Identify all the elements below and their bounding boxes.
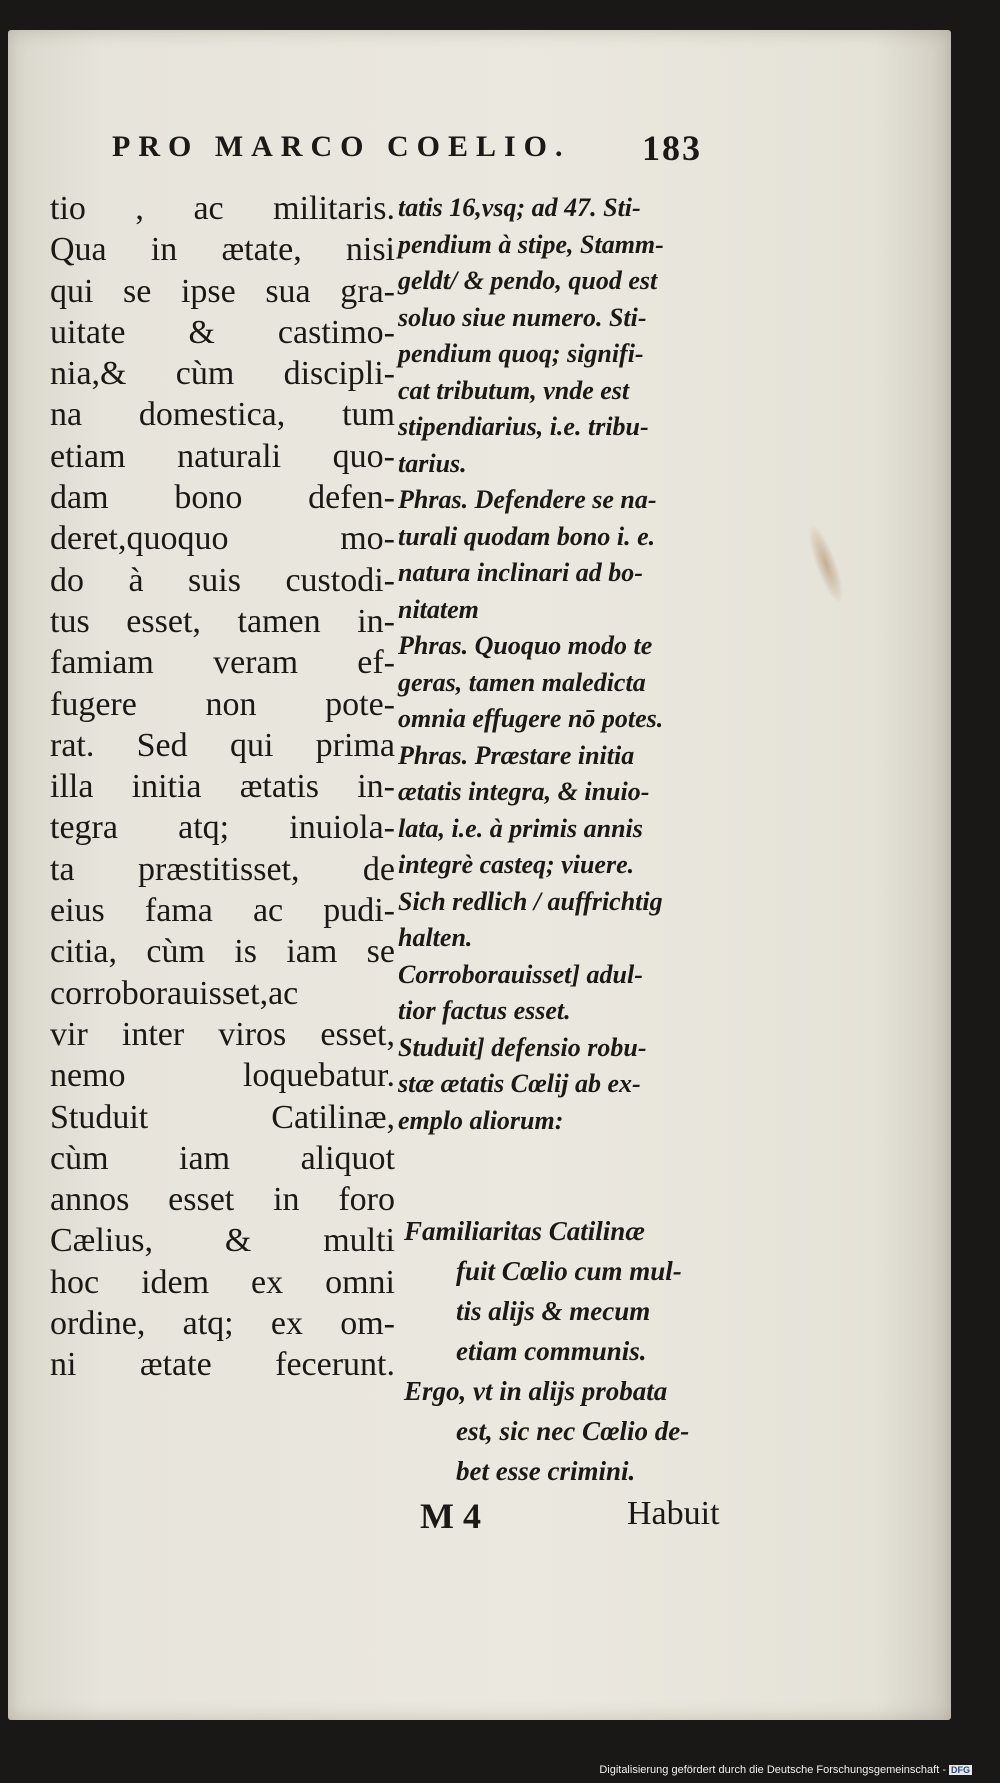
catchword: Habuit — [627, 1495, 720, 1532]
text-line: qui se ipse sua gra- — [50, 272, 395, 310]
text-line: soluo siue numero. Sti- — [398, 302, 647, 332]
text-line: integrè casteq; viuere. — [398, 850, 635, 879]
text-line: uitate & castimo- — [50, 313, 395, 351]
text-line: ætatis integra, & inuio- — [398, 777, 650, 806]
text-line: pendium quoq; signifi- — [398, 339, 644, 368]
text-line: corroborauisset,ac — [50, 974, 299, 1012]
text-line: cat tributum, vnde est — [398, 375, 630, 405]
text-line: etiam naturali quo- — [50, 437, 395, 475]
text-line: rat. Sed qui prima — [50, 726, 395, 764]
text-line: etiam communis. — [456, 1336, 647, 1366]
text-line: bet esse crimini. — [456, 1456, 636, 1486]
text-line: halten. — [398, 923, 473, 952]
text-line: nemo loquebatur. — [50, 1057, 395, 1095]
text-line: Corroborauisset] adul- — [398, 959, 643, 989]
text-line: lata, i.e. à primis annis — [398, 813, 643, 843]
text-line: Phras. Quoquo modo te — [398, 631, 653, 660]
dfg-logo: DFG — [951, 1765, 970, 1775]
text-line: Ergo, vt in alijs probata — [404, 1376, 668, 1406]
text-line: nitatem — [398, 594, 479, 624]
text-line: Studuit] defensio robu- — [398, 1032, 647, 1062]
text-line: stæ ætatis Cœlij ab ex- — [398, 1069, 641, 1098]
text-line: Qua in ætate, nisi — [50, 231, 395, 269]
text-line: do à suis custodi- — [50, 561, 395, 599]
text-line: cùm iam aliquot — [50, 1139, 395, 1177]
text-line: tatis 16,vsq; ad 47. Sti- — [398, 193, 641, 222]
text-line: geras, tamen maledicta — [398, 667, 646, 697]
page-number: 183 — [642, 128, 702, 168]
text-line: tis alijs & mecum — [456, 1296, 651, 1326]
text-line: natura inclinari ad bo- — [398, 558, 643, 587]
running-title: PRO MARCO COELIO. — [112, 130, 571, 163]
text-line: na domestica, tum — [50, 396, 395, 434]
text-line: omnia effugere nō potes. — [398, 704, 664, 733]
text-line: pendium à stipe, Stamm- — [398, 229, 664, 259]
text-line: tus esset, tamen in- — [50, 602, 395, 640]
text-line: citia, cùm is iam se — [50, 933, 395, 971]
signature-mark: M 4 — [420, 1496, 481, 1536]
text-line: tior factus esset. — [398, 996, 571, 1025]
digitization-credit — [599, 1764, 972, 1776]
text-line: Phras. Defendere se na- — [398, 485, 657, 514]
text-line: nia,& cùm discipli- — [50, 355, 395, 393]
paper-stain — [803, 522, 850, 606]
text-line: famiam veram ef- — [50, 644, 395, 682]
text-line: illa initia ætatis in- — [50, 768, 395, 806]
text-line: deret,quoquo mo- — [50, 520, 395, 558]
text-line: Sich redlich / auffrichtig — [398, 886, 663, 916]
text-line: tegra atq; inuiola- — [50, 809, 395, 847]
text-line: est, sic nec Cœlio de- — [456, 1416, 690, 1446]
text-line: ta præstitisset, de — [50, 850, 395, 888]
text-line: annos esset in foro — [50, 1181, 395, 1219]
text-line: Phras. Præstare initia — [398, 740, 635, 770]
marginal-notes — [398, 190, 748, 1139]
text-line: dam bono defen- — [50, 479, 395, 517]
text-line: Familiaritas Catilinæ — [404, 1216, 645, 1246]
text-line: Cælius, & multi — [50, 1222, 395, 1260]
running-header — [112, 128, 732, 168]
text-line: vir inter viros esset, — [50, 1015, 395, 1053]
text-line: tarius. — [398, 448, 467, 478]
credit-text: Digitalisierung gefördert durch die Deutsche Forschungsgemeinschaft - — [599, 1764, 946, 1776]
text-line: geldt/ & pendo, quod est — [398, 266, 658, 295]
text-line: turali quodam bono i. e. — [398, 521, 656, 551]
text-line: emplo aliorum: — [398, 1105, 564, 1135]
text-line: stipendiarius, i.e. tribu- — [398, 412, 649, 441]
text-line: fuit Cœlio cum mul- — [456, 1256, 682, 1286]
text-line: tio , ac militaris. — [50, 190, 395, 227]
marginal-notes-bottom — [404, 1211, 764, 1491]
main-text-column — [50, 188, 395, 1386]
text-line: hoc idem ex omni — [50, 1263, 395, 1301]
text-line: Studuit Catilinæ, — [50, 1098, 395, 1136]
text-line: fugere non pote- — [50, 685, 395, 723]
text-line: ordine, atq; ex om- — [50, 1305, 395, 1343]
text-line: eius fama ac pudi- — [50, 892, 395, 930]
text-line: ni ætate fecerunt. — [50, 1346, 395, 1384]
